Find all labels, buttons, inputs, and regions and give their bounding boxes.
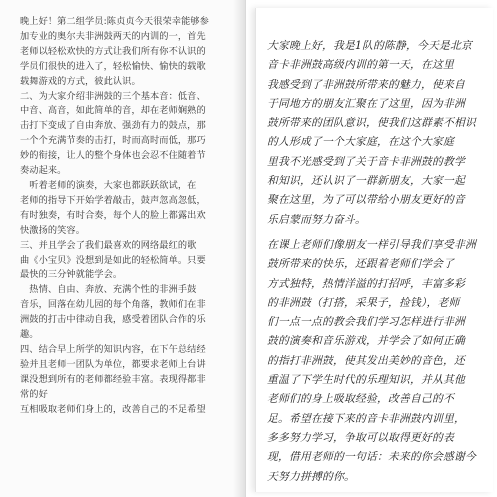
printed-text-line: 载舞游戏的方式，彼此认识。 [20, 75, 141, 87]
printed-text-line: 趣。 [20, 329, 39, 341]
handwritten-page [255, 8, 493, 492]
printed-text-line: 加专业的奥尔夫非洲鼓两天的内训的一，首先 [20, 30, 206, 42]
printed-text-line: 验并且老师一团队为单位，都要求老师上台讲 [20, 358, 206, 370]
handwritten-text-line: 在课上老师们像朋友一样引导我们享受非洲 [267, 237, 476, 251]
printed-text-line: 音乐，回落在幼儿园的每个角落，教师们在非 [20, 299, 206, 311]
handwritten-text-line: 老师们的身上吸取经验，改善自己的不 [267, 392, 454, 406]
printed-text-line: 听着老师的演奏，大家也都跃跃欲试，在 [20, 179, 197, 191]
handwritten-text-line: 足。希望在接下来的音卡非洲鼓内训里， [267, 411, 465, 425]
printed-text-line: 老师以轻松欢快的方式让我们所有你不认识的 [20, 45, 206, 57]
printed-text-line: 最快的三分钟就能学会。 [20, 269, 123, 281]
handwritten-text-line: 聚在这里，为了可以带给小朋友更好的音 [267, 193, 465, 207]
printed-page [0, 0, 246, 497]
printed-text-line: 课没想到所有的老师都经验丰富。表现得都非 [20, 373, 206, 385]
handwritten-text-line: 鼓所带来的团队意识，使我们这群素不相识 [267, 116, 476, 130]
handwritten-text-line: 大家晚上好，我是1队的陈静，今天是北京 [267, 39, 473, 52]
printed-text-line: 互相吸取老师们身上的，改善自己的不足希望 [20, 403, 206, 415]
printed-text-line: 击打下变成了自由奔放、强劲有力的鼓点，那 [20, 120, 206, 132]
handwritten-text-line: 我感受到了非洲鼓所带来的魅力，使来自 [267, 77, 465, 91]
printed-text-line: 妙的衔接，让人的整个身体也会忍不住随着节 [20, 150, 206, 162]
handwritten-text-line: 方式独特，热情洋溢的打招呼，丰富多彩 [267, 276, 465, 290]
printed-text-line: 快激扬的笑容。 [20, 224, 86, 236]
printed-text-line: 洲鼓的打击中律动自我，感受着团队合作的乐 [20, 314, 206, 326]
handwritten-text-line: 鼓所带来的快乐，还跟着老师们学会了 [267, 257, 454, 271]
handwritten-text-line: 乐启蒙而努力奋斗。 [267, 212, 366, 226]
printed-text-line: 曲《小宝贝》没想到是如此的轻松简单。只要 [20, 254, 206, 266]
handwritten-text-line: 现，借用老师的一句话：未来的你会感谢今 [267, 450, 476, 464]
handwritten-text-line: 和知识，还认识了一群新朋友，大家一起 [267, 174, 465, 188]
handwritten-text-line: 们一点一点的教会我们学习怎样进行非洲 [267, 315, 465, 329]
printed-text-line: 热情、自由、奔放、充满个性的非洲手鼓 [20, 284, 197, 296]
handwritten-text-line: 的非洲鼓（打搭，采果子，捡钱），老师 [267, 295, 460, 309]
printed-text-line: 奏动起来。 [20, 165, 67, 177]
handwritten-text-line: 的人形成了一个大家庭，在这个大家庭 [267, 135, 454, 149]
printed-text-line: 老师的指导下开始学着敲击，鼓声忽高忽低， [20, 194, 206, 206]
handwritten-text-line: 音卡非洲鼓高级内训的第一天，在这里 [267, 58, 454, 72]
handwritten-text-line: 的指打非洲鼓，使其发出美妙的音色，还 [267, 353, 465, 367]
printed-text-line: 常的好 [20, 388, 48, 400]
handwritten-text-line: 鼓的演奏和音乐游戏，并学会了如何正确 [267, 334, 465, 348]
printed-text-line: 中音、高音，如此简单的音，却在老师娴熟的 [20, 105, 206, 117]
printed-text-line: 一个个充满节奏的击打，时而高时而低，那巧 [20, 135, 206, 147]
handwritten-text-line: 重温了下学生时代的乐理知识，并从其他 [267, 373, 465, 387]
printed-text-line: 二、为大家介绍非洲鼓的三个基本音：低音、 [20, 90, 206, 102]
printed-text-line: 四、结合早上所学的知识内容，在下午总结经 [20, 343, 206, 355]
printed-text-line: 晚上好！第二组学员:陈贞贞今天很荣幸能够参 [20, 16, 209, 27]
handwritten-text-line: 于同地方的朋友汇聚在了这里，因为非洲 [267, 96, 465, 110]
handwritten-text-line: 天努力拼搏的你。 [267, 469, 355, 483]
handwritten-text-line: 多多努力学习，争取可以取得更好的表 [267, 430, 454, 444]
handwritten-text-line: 里我不光感受到了关于音卡非洲鼓的教学 [267, 154, 465, 168]
printed-text-line: 学员们很快的进入了，轻松愉快、愉快的载歌 [20, 60, 206, 72]
printed-text-line: 有时独奏，有时合奏，每个人的脸上都露出欢 [20, 209, 206, 221]
printed-text-line: 三、并且学会了我们最喜欢的网络最红的歌 [20, 239, 197, 251]
